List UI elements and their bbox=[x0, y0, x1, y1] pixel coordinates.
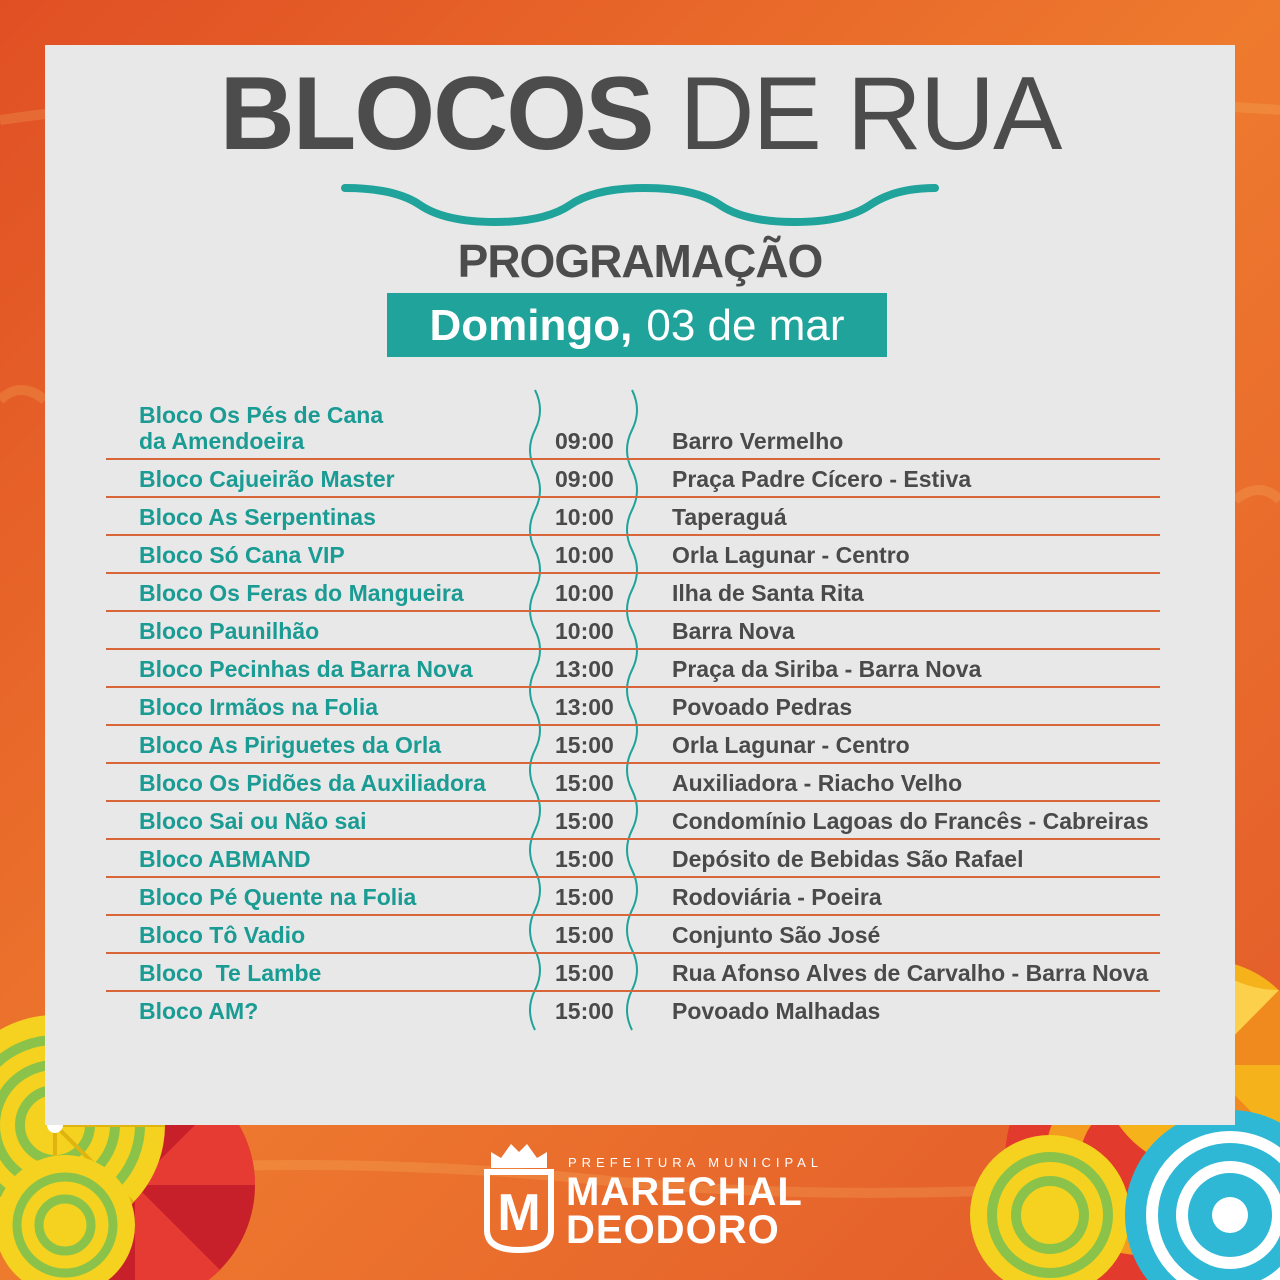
bloco-name: Bloco AM? bbox=[139, 998, 259, 1024]
bloco-time: 15:00 bbox=[555, 884, 614, 910]
bloco-place: Condomínio Lagoas do Francês - Cabreiras bbox=[672, 808, 1149, 834]
date-value: 03 de mar bbox=[646, 301, 845, 350]
date-banner bbox=[387, 293, 887, 357]
bloco-time: 15:00 bbox=[555, 998, 614, 1024]
org-small-text: PREFEITURA MUNICIPAL bbox=[568, 1155, 824, 1170]
bloco-time: 09:00 bbox=[555, 428, 614, 454]
table-row bbox=[106, 764, 1160, 802]
bloco-time: 13:00 bbox=[555, 656, 614, 682]
bloco-place: Povoado Pedras bbox=[672, 694, 853, 720]
bloco-name: Bloco Irmãos na Folia bbox=[139, 694, 378, 720]
bloco-name: Bloco Sai ou Não sai bbox=[139, 808, 367, 834]
bloco-place: Auxiliadora - Riacho Velho bbox=[672, 770, 963, 796]
table-row bbox=[106, 840, 1160, 878]
bloco-time: 15:00 bbox=[555, 808, 614, 834]
bloco-time: 15:00 bbox=[555, 770, 614, 796]
table-row bbox=[106, 878, 1160, 916]
bloco-name: Bloco Te Lambe bbox=[139, 960, 322, 986]
bloco-place: Barro Vermelho bbox=[672, 428, 844, 454]
bloco-place: Depósito de Bebidas São Rafael bbox=[672, 846, 1024, 872]
bloco-name: Bloco Os Pidões da Auxiliadora bbox=[139, 770, 486, 796]
table-row bbox=[106, 650, 1160, 688]
table-row bbox=[106, 536, 1160, 574]
bloco-place: Praça Padre Cícero - Estiva bbox=[672, 466, 972, 492]
bloco-time: 13:00 bbox=[555, 694, 614, 720]
bloco-time: 15:00 bbox=[555, 960, 614, 986]
bloco-name: Bloco Só Cana VIP bbox=[139, 542, 345, 568]
table-row bbox=[106, 460, 1160, 498]
table-row bbox=[106, 954, 1160, 992]
subtitle: PROGRAMAÇÃO bbox=[457, 235, 823, 287]
bloco-time: 15:00 bbox=[555, 846, 614, 872]
wave-divider bbox=[340, 180, 940, 230]
table-row bbox=[106, 498, 1160, 536]
bloco-time: 10:00 bbox=[555, 504, 614, 530]
table-row bbox=[106, 916, 1160, 954]
bloco-name: Bloco Pé Quente na Folia bbox=[139, 884, 417, 910]
bloco-name: Bloco Pecinhas da Barra Nova bbox=[139, 656, 473, 682]
bloco-time: 09:00 bbox=[555, 466, 614, 492]
bloco-time: 15:00 bbox=[555, 922, 614, 948]
table-row bbox=[106, 726, 1160, 764]
table-row bbox=[106, 688, 1160, 726]
bloco-place: Ilha de Santa Rita bbox=[672, 580, 864, 606]
title-rest: DE RUA bbox=[679, 56, 1061, 172]
date-day: Domingo, bbox=[429, 301, 633, 350]
bloco-place: Praça da Siriba - Barra Nova bbox=[672, 656, 982, 682]
bloco-name-line2: da Amendoeira bbox=[139, 428, 305, 454]
bloco-name: Bloco Cajueirão Master bbox=[139, 466, 395, 492]
org-name-line2: DEODORO bbox=[566, 1208, 780, 1252]
bloco-name: Bloco Os Feras do Mangueira bbox=[139, 580, 464, 606]
table-row bbox=[106, 992, 1160, 1028]
bloco-name-line1: Bloco Os Pés de Cana bbox=[139, 402, 384, 428]
bloco-place: Taperaguá bbox=[672, 504, 787, 530]
bloco-place: Orla Lagunar - Centro bbox=[672, 732, 910, 758]
schedule-table bbox=[106, 400, 1160, 1028]
bloco-place: Povoado Malhadas bbox=[672, 998, 881, 1024]
bloco-name bbox=[139, 402, 383, 454]
logo-letter: M bbox=[497, 1184, 541, 1242]
org-name-line1: MARECHAL bbox=[566, 1170, 803, 1214]
table-row bbox=[106, 574, 1160, 612]
bloco-time: 10:00 bbox=[555, 542, 614, 568]
bloco-name: Bloco Tô Vadio bbox=[139, 922, 306, 948]
bloco-time: 10:00 bbox=[555, 580, 614, 606]
bloco-name: Bloco Paunilhão bbox=[139, 618, 320, 644]
table-row bbox=[106, 400, 1160, 460]
table-row bbox=[106, 612, 1160, 650]
crown-m-logo-icon bbox=[483, 1138, 555, 1253]
bloco-place: Orla Lagunar - Centro bbox=[672, 542, 910, 568]
bloco-place: Barra Nova bbox=[672, 618, 795, 644]
bloco-time: 15:00 bbox=[555, 732, 614, 758]
bloco-place: Rodoviária - Poeira bbox=[672, 884, 882, 910]
bloco-name: Bloco As Piriguetes da Orla bbox=[139, 732, 442, 758]
page-title bbox=[0, 56, 1280, 172]
bloco-name: Bloco As Serpentinas bbox=[139, 504, 376, 530]
bloco-time: 10:00 bbox=[555, 618, 614, 644]
bloco-place: Rua Afonso Alves de Carvalho - Barra Nova bbox=[672, 960, 1149, 986]
table-row bbox=[106, 802, 1160, 840]
bloco-name: Bloco ABMAND bbox=[139, 846, 311, 872]
bloco-place: Conjunto São José bbox=[672, 922, 881, 948]
title-bold: BLOCOS bbox=[219, 56, 653, 172]
